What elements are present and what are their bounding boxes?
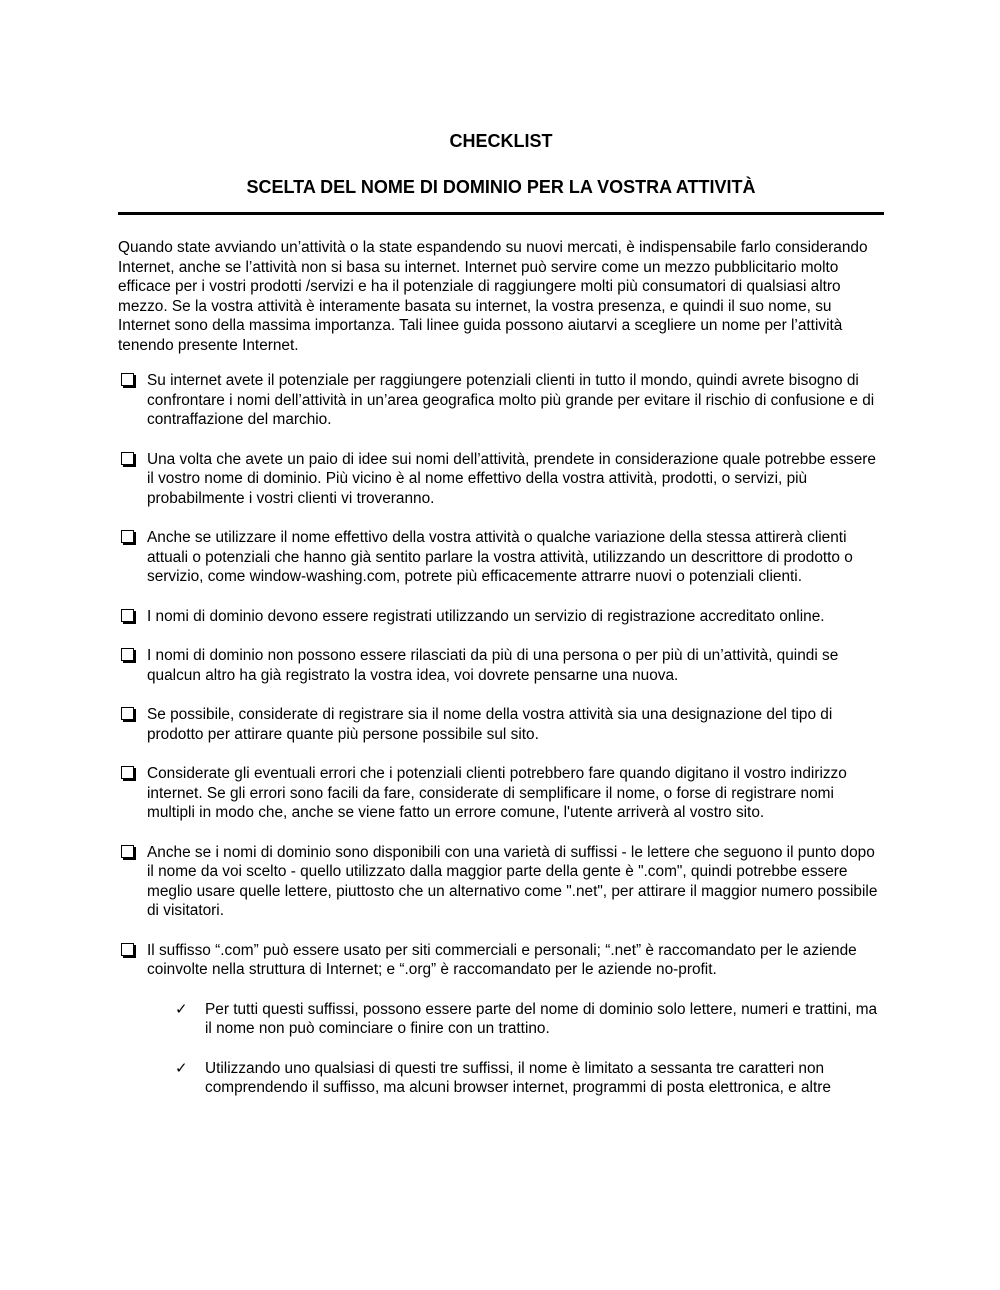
checkbox-icon[interactable]: [121, 648, 134, 661]
checkmark-icon: ✓: [175, 1059, 188, 1077]
checkbox-icon[interactable]: [121, 707, 134, 720]
checklist-item: [118, 371, 884, 430]
checklist-item: [118, 843, 884, 921]
sub-checklist-item-text: Per tutti questi suffissi, possono essere parte del nome di dominio solo lettere, numeri e trattini, ma il nome non può cominciare o finire con un trattino.: [205, 1000, 878, 1037]
checklist-item-text: I nomi di dominio non possono essere rilasciati da più di una persona o per più di un’attività, quindi se qualcun altro ha già registrato la vostra idea, voi dovrete pensarne una nuova.: [147, 647, 839, 684]
checkbox-icon[interactable]: [121, 766, 134, 779]
checkbox-icon[interactable]: [121, 943, 134, 956]
checklist-item-text: Su internet avete il potenziale per raggiungere potenziali clienti in tutto il mondo, quindi avrete bisogno di confrontare i nomi dell’attività in un’area geografica molto più grande per evitare il rischio di confusione e di contraffazione del marchio.: [147, 372, 875, 428]
checklist-item: [118, 705, 884, 744]
checkmark-icon: ✓: [175, 1000, 188, 1018]
checklist-item: [118, 764, 884, 823]
checkbox-icon[interactable]: [121, 452, 134, 465]
sub-checklist-item-text: Utilizzando uno qualsiasi di questi tre suffissi, il nome è limitato a sessanta tre caratteri non comprendendo il suffisso, ma alcuni browser internet, programmi di posta elettronica, e altre: [205, 1059, 831, 1096]
sub-checklist-item: [118, 1000, 884, 1039]
checkbox-icon[interactable]: [121, 373, 134, 386]
checklist-item: [118, 528, 884, 587]
checklist-item-text: Una volta che avete un paio di idee sui nomi dell’attività, prendete in considerazione quale potrebbe essere il vostro nome di dominio. Più vicino è al nome effettivo della vostra attività, prodotti, o servizi, più probabilmente i vostri clienti vi troveranno.: [147, 450, 876, 507]
checklist-item-text: Anche se i nomi di dominio sono disponibili con una varietà di suffissi - le lettere che seguono il punto dopo il nome da voi scelto - quello utilizzato dalla maggior parte della gente è ".com", quindi potrebbe essere meglio usare quelle lettere, piuttosto che un alternativo come ".net", per attirare il maggior numero possibile di visitatori.: [147, 843, 878, 919]
checklist-item: [118, 607, 884, 627]
intro-paragraph: Quando state avviando un’attività o la state espandendo su nuovi mercati, è indispensabile farlo considerando Internet, anche se l’attività non si basa su internet. Internet può servire come un mezzo pubblicitario molto efficace per i vostri prodotti /servizi e ha il potenziale di raggiungere molti più consumatori di qualsiasi altro mezzo. Se la vostra attività è interamente basata su internet, la vostra presenza, e quindi il suo nome, su Internet sono della massima importanza. Tali linee guida possono aiutarvi a scegliere un nome per l’attività tenendo presente Internet.: [118, 239, 868, 354]
checklist-item-text: Se possibile, considerate di registrare sia il nome della vostra attività sia una designazione del tipo di prodotto per attirare quante più persone possibile sul sito.: [147, 706, 833, 743]
checklist: [118, 371, 884, 1098]
sub-checklist: [118, 1000, 884, 1098]
checklist-item: [118, 450, 884, 509]
document-subtitle: SCELTA DEL NOME DI DOMINIO PER LA VOSTRA ATTIVITÀ: [246, 177, 756, 197]
checklist-item-text: Considerate gli eventuali errori che i potenziali clienti potrebbero fare quando digitano il vostro indirizzo internet. Se gli errori sono facili da fare, considerate di semplificare il nome, o forse di registrare nomi multipli in modo che, anche se viene fatto un errore comune, l'utente arriverà al vostro sito.: [147, 765, 847, 821]
checklist-item: [118, 941, 884, 1098]
checklist-item: [118, 646, 884, 685]
checklist-item-text: I nomi di dominio devono essere registrati utilizzando un servizio di registrazione accreditato online.: [147, 607, 825, 625]
checkbox-icon[interactable]: [121, 609, 134, 622]
checklist-item-text: Anche se utilizzare il nome effettivo della vostra attività o qualche variazione della stessa attirerà clienti attuali o potenziali che hanno già sentito parlare la vostra attività, utilizzando un descrittore di prodotto o servizio, come window-washing.com, potrete più efficacemente attrarre nuovi o potenziali clienti.: [147, 529, 853, 585]
checkbox-icon[interactable]: [121, 845, 134, 858]
sub-checklist-item: [118, 1059, 884, 1098]
title-divider: [118, 212, 884, 215]
document-title: CHECKLIST: [449, 131, 553, 151]
checklist-item-text: Il suffisso “.com” può essere usato per siti commerciali e personali; “.net” è raccomandato per le aziende coinvolte nella struttura di Internet; e “.org” è raccomandato per le aziende no-profit.: [147, 941, 857, 978]
document-page: [118, 128, 884, 1118]
checkbox-icon[interactable]: [121, 530, 134, 543]
